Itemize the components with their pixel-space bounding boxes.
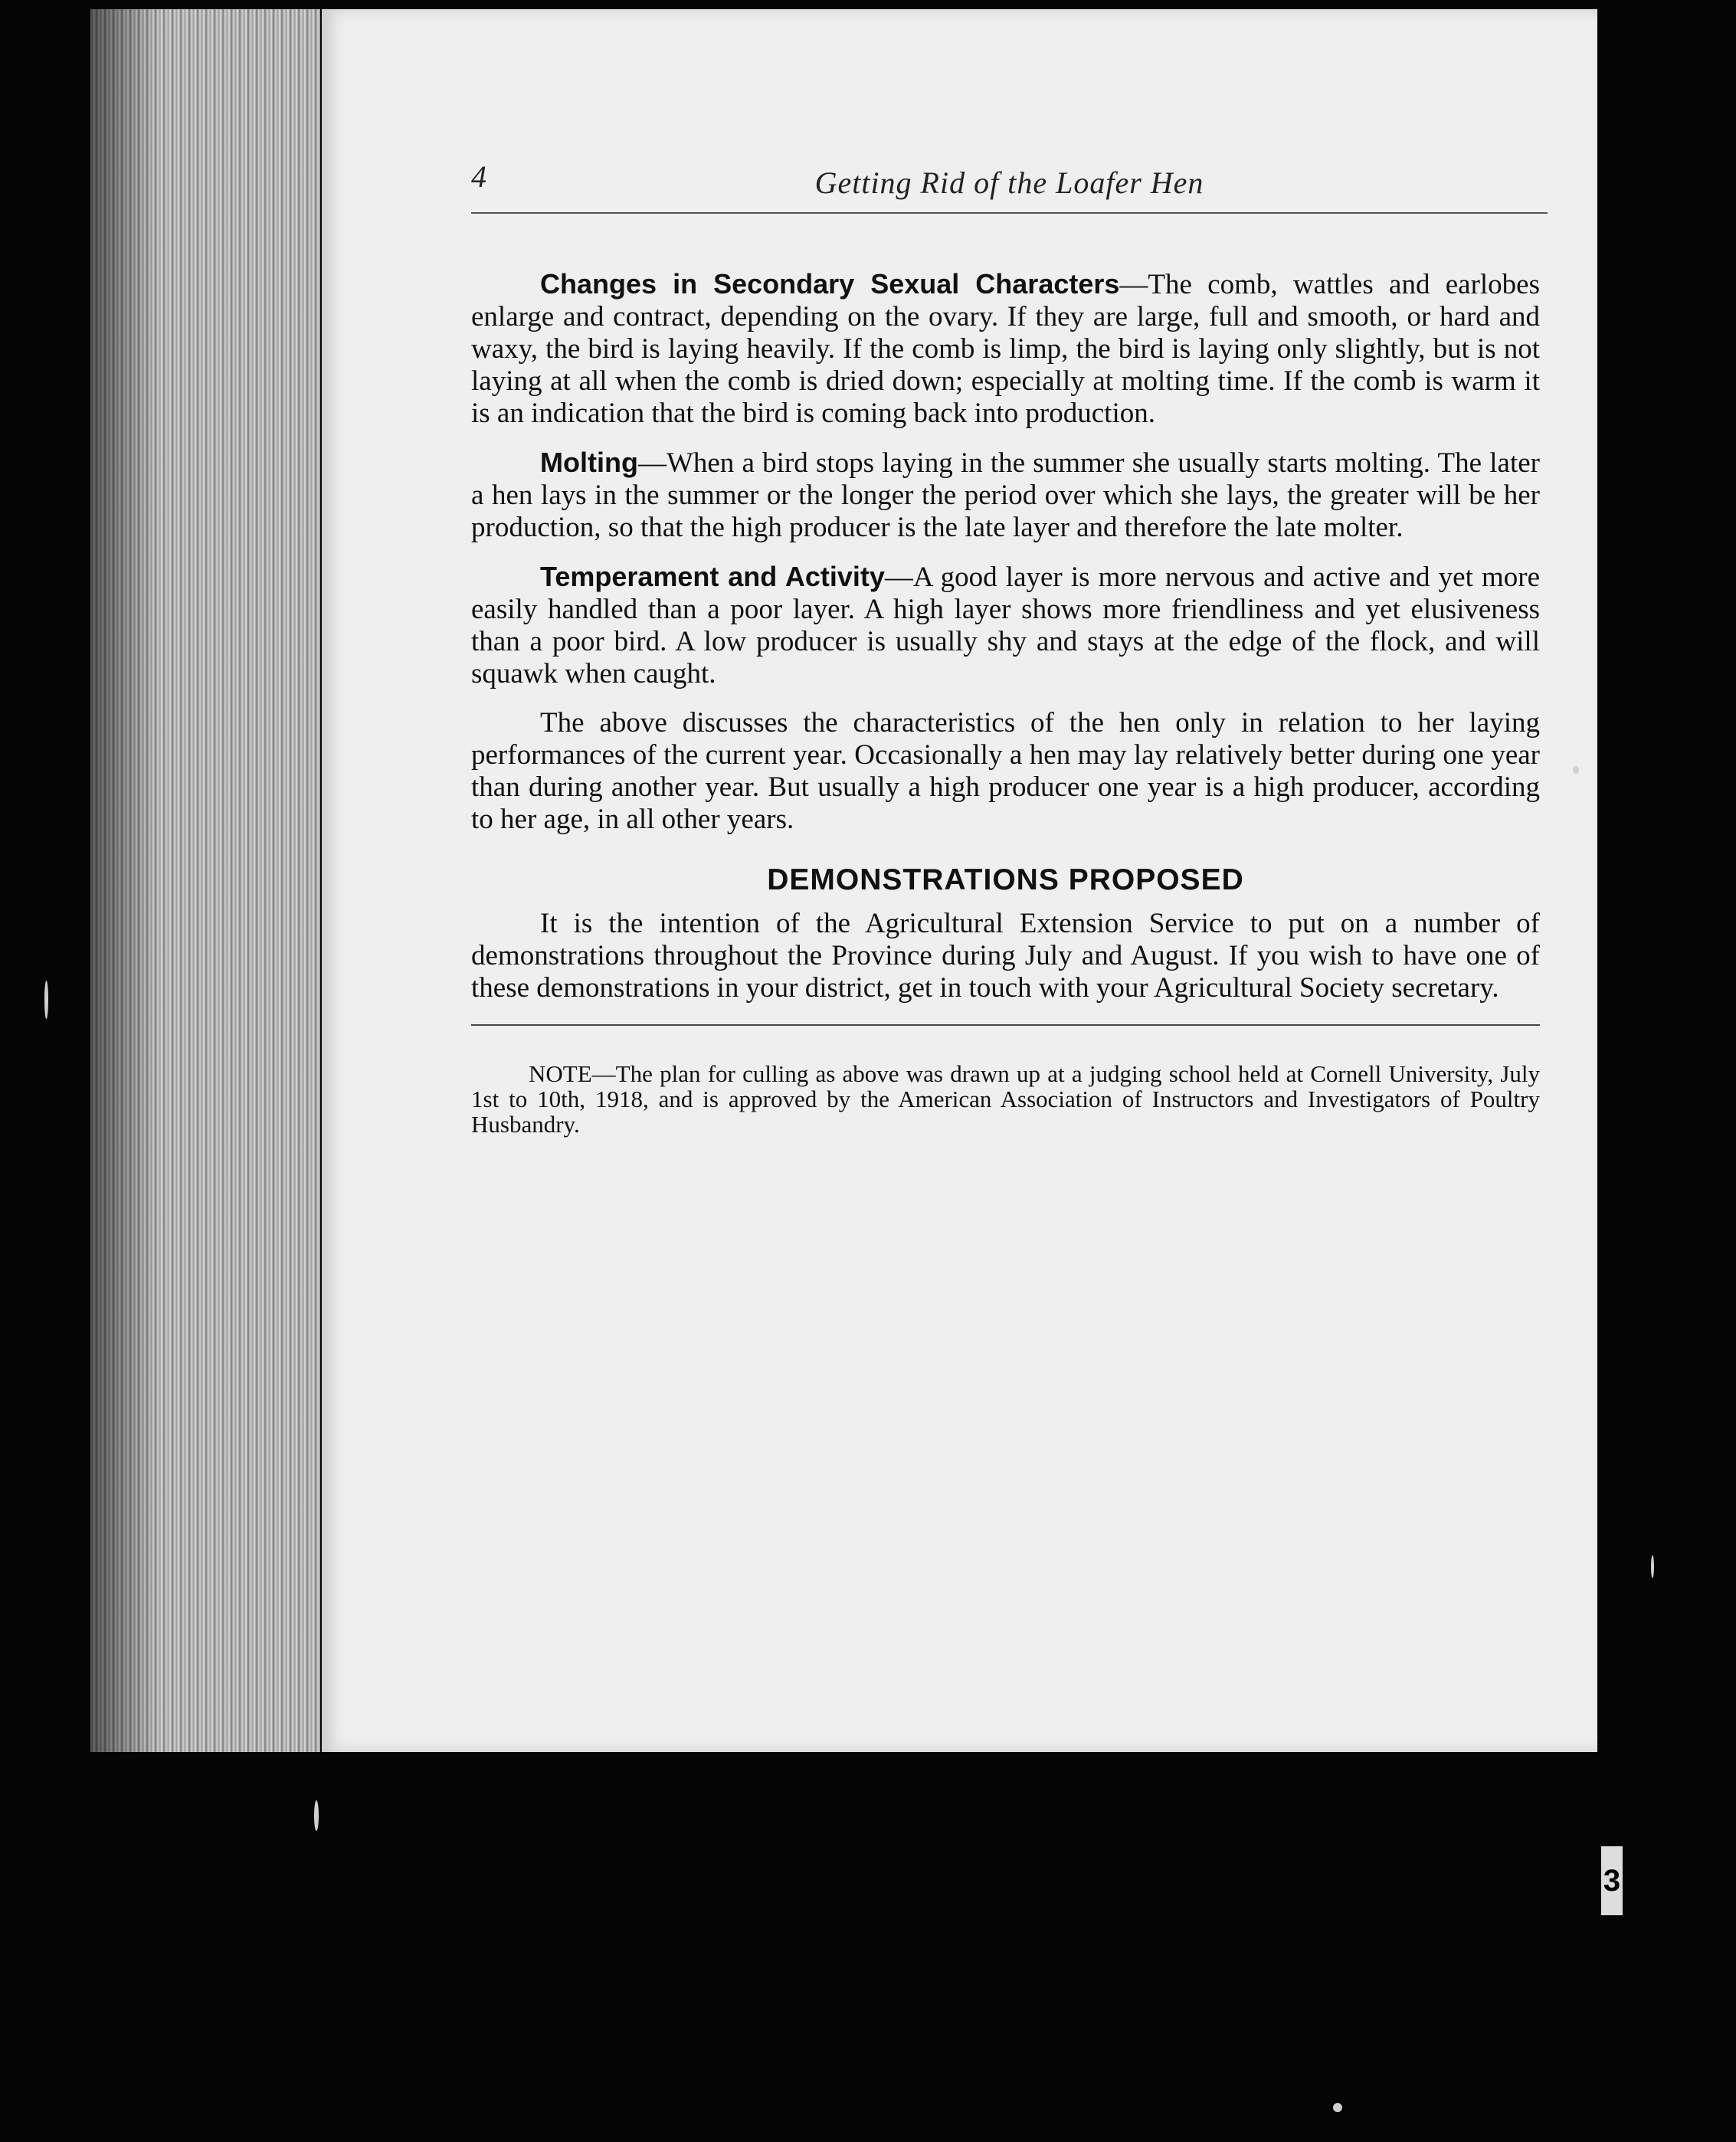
footnote: NOTE—The plan for culling as above was drawn up at a judging school held at Cornell University, July 1st to 10th, 1918, and is approved by the American Association of Instructors and Investigators of Poultry Husbandry.	[471, 1060, 1540, 1138]
paragraph-molting	[471, 447, 1540, 544]
dust-speck	[44, 981, 48, 1019]
dust-speck	[1573, 766, 1579, 774]
paragraph-body: It is the intention of the Agricultural Extension Service to put on a number of demonstrations throughout the Province during July and August. If you wish to have one of these demonstrations in your district, get in touch with your Agricultural Society secretary.	[471, 908, 1540, 1004]
paragraph-body: —A good layer is more nervous and active and yet more easily handled than a poor layer. A high layer shows more friendliness and yet elusiveness than a poor bird. A low producer is usually shy and stays at the edge of the flock, and will squawk when caught.	[471, 562, 1540, 689]
paragraph-secondary-characters	[471, 268, 1540, 430]
paragraph-body: The above discusses the characteristics of the hen only in relation to her laying performances of the current year. Occasionally a hen may lay relatively better during one year than during another year. But usually a high producer one year is a high producer, according to her age, in all other years.	[471, 707, 1540, 835]
running-title: Getting Rid of the Loafer Hen	[814, 165, 1204, 200]
document-page	[322, 9, 1597, 1752]
paragraph-temperament	[471, 561, 1540, 690]
paragraph-summary	[471, 707, 1540, 836]
dust-speck	[1333, 2103, 1342, 2112]
section-heading: DEMONSTRATIONS PROPOSED	[767, 863, 1244, 896]
dust-speck	[314, 1800, 319, 1831]
divider-rule	[471, 1024, 1540, 1026]
paragraph-body: —The comb, wattles and earlobes enlarge and contract, depending on the ovary. If they are large, full and smooth, or hard and waxy, the bird is laying heavily. If the comb is limp, the bird is laying only slightly, but is not laying at all when the comb is dried down; especially at molting time. If the comb is warm it is an indication that the bird is coming back into production.	[471, 269, 1540, 429]
page-number: 4	[471, 159, 486, 194]
paragraph-title: Temperament and Activity	[540, 561, 885, 592]
page-header	[471, 159, 1548, 214]
dust-speck	[1651, 1555, 1654, 1578]
body-text	[471, 268, 1540, 1137]
margin-mark: 3	[1601, 1846, 1623, 1915]
paragraph-demonstrations	[471, 908, 1540, 1004]
book-edge-shadow	[90, 9, 159, 1752]
paragraph-title: Molting	[540, 447, 638, 478]
paragraph-body: —When a bird stops laying in the summer she usually starts molting. The later a hen lays in the summer or the longer the period over which she lays, the greater will be her production, so that the high producer is the late layer and therefore the late molter.	[471, 447, 1540, 543]
paragraph-title: Changes in Secondary Sexual Characters	[540, 268, 1120, 300]
